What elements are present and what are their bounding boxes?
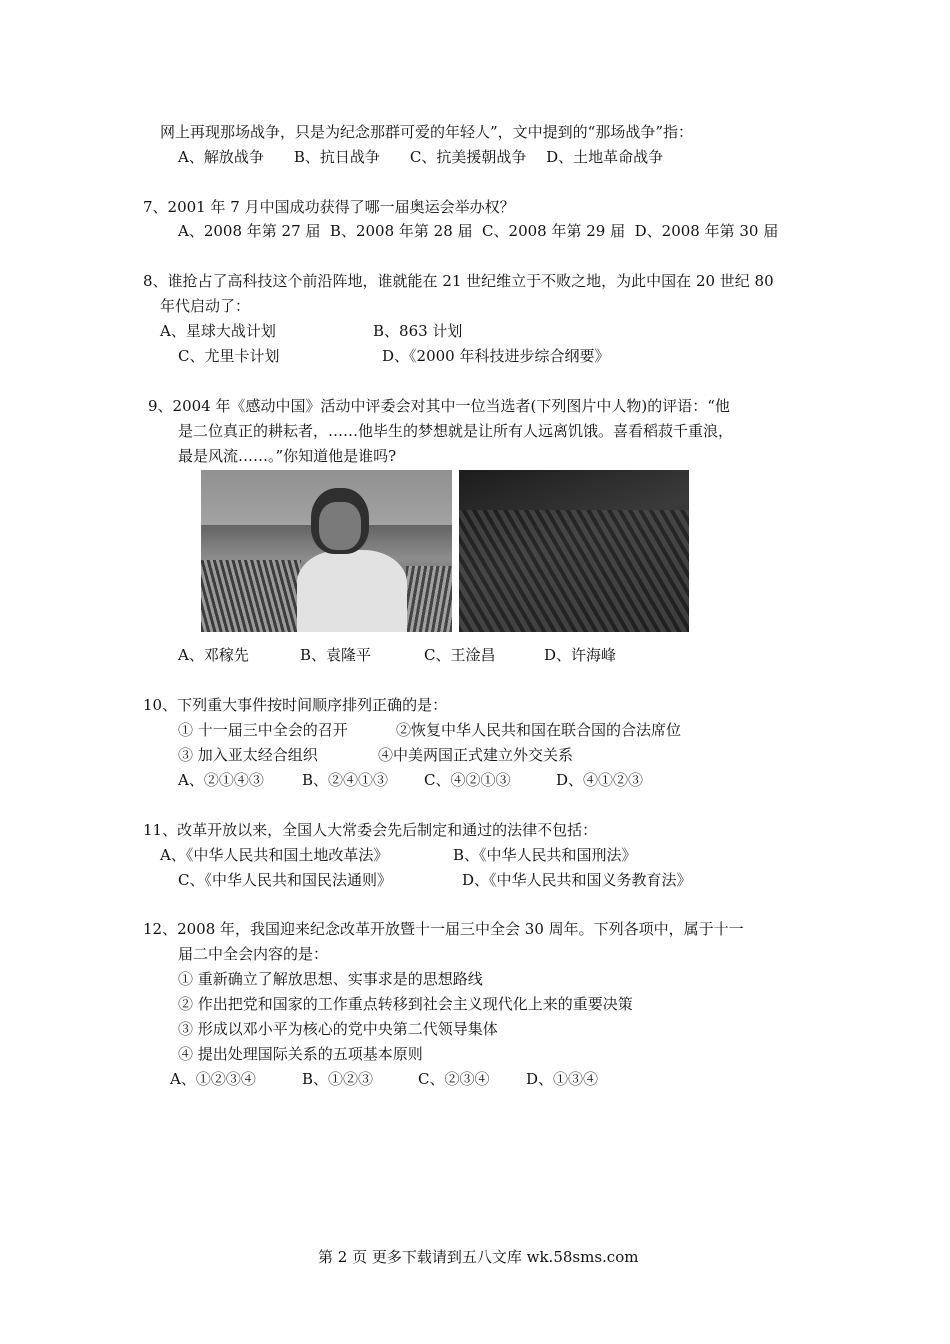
q11-option-a: A、《中华人民共和国土地改革法》 xyxy=(160,846,389,864)
q10-stem: 10、下列重大事件按时间顺序排列正确的是： xyxy=(143,696,448,714)
q10-item-3: ③ 加入亚太经合组织 xyxy=(178,746,318,764)
q12-option-a: A、①②③④ xyxy=(170,1070,256,1088)
q11-option-b: B、《中华人民共和国刑法》 xyxy=(453,846,637,864)
q10-option-d: D、④①②③ xyxy=(556,771,644,789)
q7-options: A、2008 年第 27 届 B、2008 年第 28 届 C、2008 年第 29 届 D、2008 年第 30 届 xyxy=(178,222,779,240)
q10-option-a: A、②①④③ xyxy=(178,771,264,789)
q9-stem-line3: 最是风流……。”你知道他是谁吗? xyxy=(178,447,397,465)
q8-option-a: A、星球大战计划 xyxy=(160,322,276,340)
q8-option-d: D、《2000 年科技进步综合纲要》 xyxy=(382,347,610,365)
q10-item-1: ① 十一届三中全会的召开 xyxy=(178,721,348,739)
q9-stem: 9、2004 年《感动中国》活动中评委会对其中一位当选者(下列图片中人物)的评语：“他 xyxy=(148,397,730,415)
q9-option-c: C、王淦昌 xyxy=(424,646,496,664)
q8-option-b: B、863 计划 xyxy=(373,322,463,340)
q12-item-1: ① 重新确立了解放思想、实事求是的思想路线 xyxy=(178,970,483,988)
q12-stem: 12、2008 年，我国迎来纪念改革开放暨十一届三中全会 30 周年。下列各项中，属于十一 xyxy=(143,920,744,938)
q10-item-4: ④中美两国正式建立外交关系 xyxy=(378,746,574,764)
q11-stem: 11、改革开放以来，全国人大常委会先后制定和通过的法律不包括： xyxy=(143,821,598,839)
q8-stem: 8、谁抢占了高科技这个前沿阵地，谁就能在 21 世纪维立于不败之地，为此中国在 20 世纪 80 xyxy=(143,272,774,290)
q8-option-c: C、尤里卡计划 xyxy=(178,347,280,365)
rice-field-photo xyxy=(459,470,689,632)
q9-stem-line2: 是二位真正的耕耘者，……他毕生的梦想就是让所有人远离饥饿。喜看稻菽千重浪， xyxy=(178,422,734,440)
q12-stem-line2: 届二中全会内容的是： xyxy=(178,945,329,963)
q10-item-2: ②恢复中华人民共和国在联合国的合法席位 xyxy=(396,721,682,739)
q10-option-b: B、②④①③ xyxy=(302,771,389,789)
q11-option-c: C、《中华人民共和国民法通则》 xyxy=(178,871,392,889)
q12-item-4: ④ 提出处理国际关系的五项基本原则 xyxy=(178,1045,423,1063)
portrait-photo xyxy=(201,470,452,632)
q12-item-3: ③ 形成以邓小平为核心的党中央第二代领导集体 xyxy=(178,1020,498,1038)
q12-option-d: D、①③④ xyxy=(526,1070,599,1088)
page-footer: 第 2 页 更多下载请到五八文库 wk.58sms.com xyxy=(318,1248,639,1266)
q12-option-b: B、①②③ xyxy=(302,1070,374,1088)
q6-options: A、解放战争 B、抗日战争 C、抗美援朝战争 D、土地革命战争 xyxy=(178,148,664,166)
q12-option-c: C、②③④ xyxy=(418,1070,490,1088)
q7-stem: 7、2001 年 7 月中国成功获得了哪一届奥运会举办权？ xyxy=(143,198,515,216)
q10-option-c: C、④②①③ xyxy=(424,771,511,789)
q9-option-a: A、邓稼先 xyxy=(178,646,249,664)
q9-option-b: B、袁隆平 xyxy=(300,646,372,664)
q12-item-2: ② 作出把党和国家的工作重点转移到社会主义现代化上来的重要决策 xyxy=(178,995,633,1013)
q9-option-d: D、许海峰 xyxy=(544,646,617,664)
q6-stem-continuation: 网上再现那场战争，只是为纪念那群可爱的年轻人”，文中提到的“那场战争”指： xyxy=(160,123,694,141)
q8-stem-line2: 年代启动了： xyxy=(160,297,251,315)
q11-option-d: D、《中华人民共和国义务教育法》 xyxy=(462,871,692,889)
